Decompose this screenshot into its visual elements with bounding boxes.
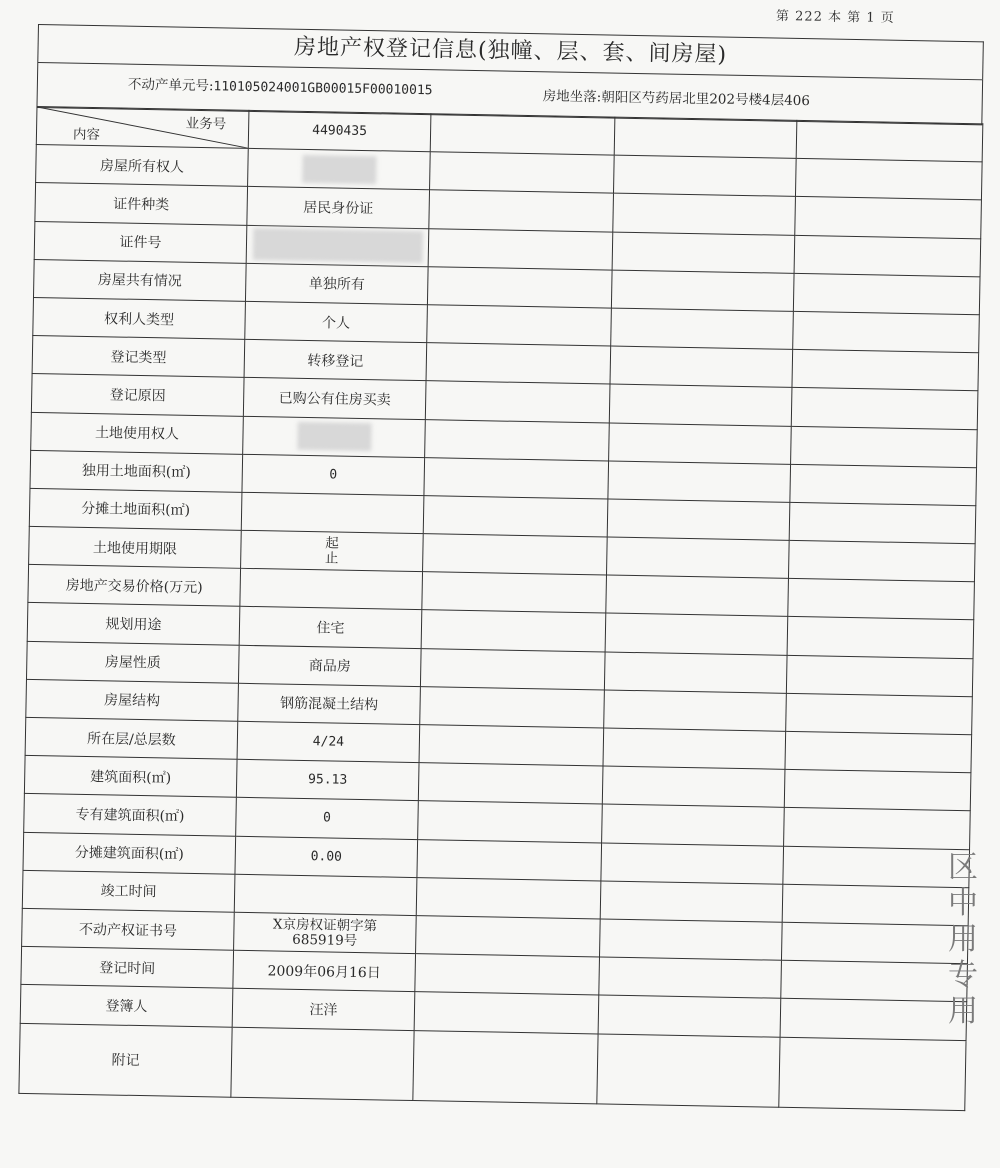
- row-value-line1: 起: [325, 535, 339, 552]
- empty-cell: [790, 464, 977, 506]
- row-label: 土地使用期限: [29, 526, 242, 568]
- row-label: 证件种类: [35, 183, 248, 225]
- business-no-value: 4490435: [248, 110, 431, 152]
- empty-cell: [419, 725, 604, 767]
- row-label: 所在层/总层数: [25, 717, 238, 759]
- row-label: 分摊建筑面积(㎡): [23, 832, 236, 874]
- empty-cell: [794, 235, 981, 277]
- row-value: [241, 530, 424, 572]
- row-value: [234, 912, 417, 954]
- form-title: 房地产权登记信息(独幢、层、套、间房屋): [37, 24, 984, 79]
- empty-cell: [781, 960, 968, 1002]
- row-label: 登记时间: [21, 946, 234, 988]
- empty-cell: [604, 690, 787, 732]
- row-label: 房屋结构: [26, 679, 239, 721]
- empty-cell: [792, 350, 979, 392]
- row-label: 房屋共有情况: [33, 259, 246, 301]
- row-value: [248, 149, 431, 191]
- row-label: 土地使用权人: [31, 412, 244, 454]
- seal-stamp-fragment: [948, 850, 1000, 1040]
- empty-cell: [793, 273, 980, 315]
- row-value: [246, 225, 429, 267]
- diagonal-header-cell: [36, 106, 249, 148]
- empty-cell: [597, 1033, 780, 1106]
- empty-cell: [426, 343, 611, 385]
- row-value: 转移登记: [244, 339, 427, 381]
- stamp-char: 中: [948, 886, 978, 921]
- empty-cell: [424, 457, 609, 499]
- empty-cell: [420, 648, 605, 690]
- empty-cell: [607, 499, 790, 541]
- empty-cell: [796, 120, 983, 162]
- unit-number-label: 不动产单元号:: [127, 76, 214, 95]
- row-value-line1: X京房权证朝字第: [272, 915, 378, 934]
- row-value: 钢筋混凝土结构: [238, 683, 421, 725]
- row-value: 单独所有: [245, 263, 428, 305]
- row-label: 证件号: [34, 221, 247, 263]
- empty-cell: [605, 613, 788, 655]
- empty-cell: [788, 540, 975, 582]
- page-number: 第 222 本 第 1 页: [775, 8, 895, 27]
- empty-cell: [785, 731, 972, 773]
- location: [543, 84, 811, 109]
- row-value-line2: 685919号: [292, 931, 358, 949]
- row-value: [231, 1027, 414, 1100]
- empty-cell: [781, 922, 968, 964]
- row-label: 房屋性质: [26, 641, 239, 683]
- registration-form: [18, 24, 984, 1151]
- empty-cell: [787, 617, 974, 659]
- header-content: 内容: [72, 126, 101, 144]
- row-label: 房地产交易价格(万元): [28, 565, 241, 607]
- row-label: 附记: [19, 1023, 232, 1097]
- empty-cell: [430, 114, 615, 156]
- empty-cell: [606, 575, 789, 617]
- empty-cell: [415, 954, 600, 996]
- row-value: 汪洋: [232, 989, 415, 1031]
- row-value: [243, 416, 426, 458]
- row-value: 已购公有住房买卖: [243, 378, 426, 420]
- empty-cell: [418, 763, 603, 805]
- empty-cell: [428, 228, 613, 270]
- empty-cell: [786, 693, 973, 735]
- row-value: 2009年06月16日: [233, 950, 416, 992]
- empty-cell: [603, 728, 786, 770]
- empty-cell: [413, 1030, 598, 1103]
- stamp-char: 专用: [948, 958, 978, 1029]
- redacted-block: [252, 228, 423, 263]
- row-value: 0: [236, 798, 419, 840]
- row-label: 专有建筑面积(㎡): [24, 794, 237, 836]
- empty-cell: [425, 381, 610, 423]
- empty-cell: [599, 957, 782, 999]
- row-label: 竣工时间: [22, 870, 235, 912]
- header-business-no: 业务号: [185, 115, 227, 133]
- row-label: 登记类型: [32, 336, 245, 378]
- empty-cell: [788, 579, 975, 621]
- empty-cell: [610, 346, 793, 388]
- row-value: 商品房: [238, 645, 421, 687]
- empty-cell: [430, 152, 615, 194]
- row-value: 4/24: [237, 721, 420, 763]
- row-value: 0: [242, 454, 425, 496]
- row-value: 住宅: [239, 607, 422, 649]
- stamp-char: 区: [948, 850, 978, 885]
- empty-cell: [602, 804, 785, 846]
- empty-cell: [420, 686, 605, 728]
- empty-cell: [423, 534, 608, 576]
- empty-cell: [425, 419, 610, 461]
- empty-cell: [793, 311, 980, 353]
- stamp-char: 用: [948, 922, 978, 957]
- unit-number-value: 110105024001GB00015F00010015: [213, 79, 433, 99]
- unit-number: [128, 73, 433, 99]
- empty-cell: [606, 537, 789, 579]
- row-value: [240, 569, 423, 611]
- empty-cell: [780, 999, 967, 1041]
- row-label: 独用土地面积(㎡): [30, 450, 243, 492]
- row-value: [241, 492, 424, 534]
- row-value: 95.13: [236, 759, 419, 801]
- empty-cell: [789, 502, 976, 544]
- empty-cell: [417, 839, 602, 881]
- empty-cell: [427, 266, 612, 308]
- row-label: 房屋所有权人: [36, 145, 249, 187]
- empty-cell: [598, 995, 781, 1037]
- empty-cell: [613, 155, 796, 197]
- empty-cell: [429, 190, 614, 232]
- empty-cell: [604, 652, 787, 694]
- empty-cell: [612, 232, 795, 274]
- empty-cell: [779, 1037, 966, 1110]
- empty-cell: [416, 916, 601, 958]
- row-label: 建筑面积(㎡): [24, 756, 237, 798]
- empty-cell: [783, 846, 970, 888]
- row-label: 不动产权证书号: [22, 908, 235, 950]
- row-label: 登记原因: [31, 374, 244, 416]
- row-value: 个人: [245, 301, 428, 343]
- empty-cell: [416, 877, 601, 919]
- empty-cell: [784, 808, 971, 850]
- empty-cell: [611, 270, 794, 312]
- row-label: 分摊土地面积(㎡): [29, 488, 242, 530]
- empty-cell: [614, 117, 797, 159]
- empty-cell: [418, 801, 603, 843]
- info-table: [18, 106, 983, 1111]
- empty-cell: [599, 919, 782, 961]
- empty-cell: [422, 572, 607, 614]
- empty-cell: [601, 843, 784, 885]
- empty-cell: [791, 426, 978, 468]
- empty-cell: [795, 197, 982, 239]
- empty-cell: [791, 388, 978, 430]
- redacted-block: [302, 155, 377, 184]
- location-label: 房地坐落:: [542, 88, 602, 106]
- row-label: 规划用途: [27, 603, 240, 645]
- row-label: 权利人类型: [33, 297, 246, 339]
- empty-cell: [609, 423, 792, 465]
- row-value: 居民身份证: [247, 187, 430, 229]
- empty-cell: [427, 305, 612, 347]
- row-label: 登簿人: [20, 985, 233, 1027]
- empty-cell: [608, 461, 791, 503]
- row-value: [234, 874, 417, 916]
- empty-cell: [782, 884, 969, 926]
- empty-cell: [414, 992, 599, 1034]
- empty-cell: [611, 308, 794, 350]
- empty-cell: [609, 384, 792, 426]
- empty-cell: [784, 770, 971, 812]
- empty-cell: [602, 766, 785, 808]
- empty-cell: [423, 496, 608, 538]
- empty-cell: [613, 193, 796, 235]
- redacted-block: [297, 422, 372, 451]
- empty-cell: [421, 610, 606, 652]
- row-value-line2: 止: [324, 550, 339, 567]
- empty-cell: [795, 159, 982, 201]
- location-value: 朝阳区芍药居北里202号楼4层406: [601, 89, 811, 110]
- row-value: 0.00: [235, 836, 418, 878]
- empty-cell: [600, 881, 783, 923]
- empty-cell: [786, 655, 973, 697]
